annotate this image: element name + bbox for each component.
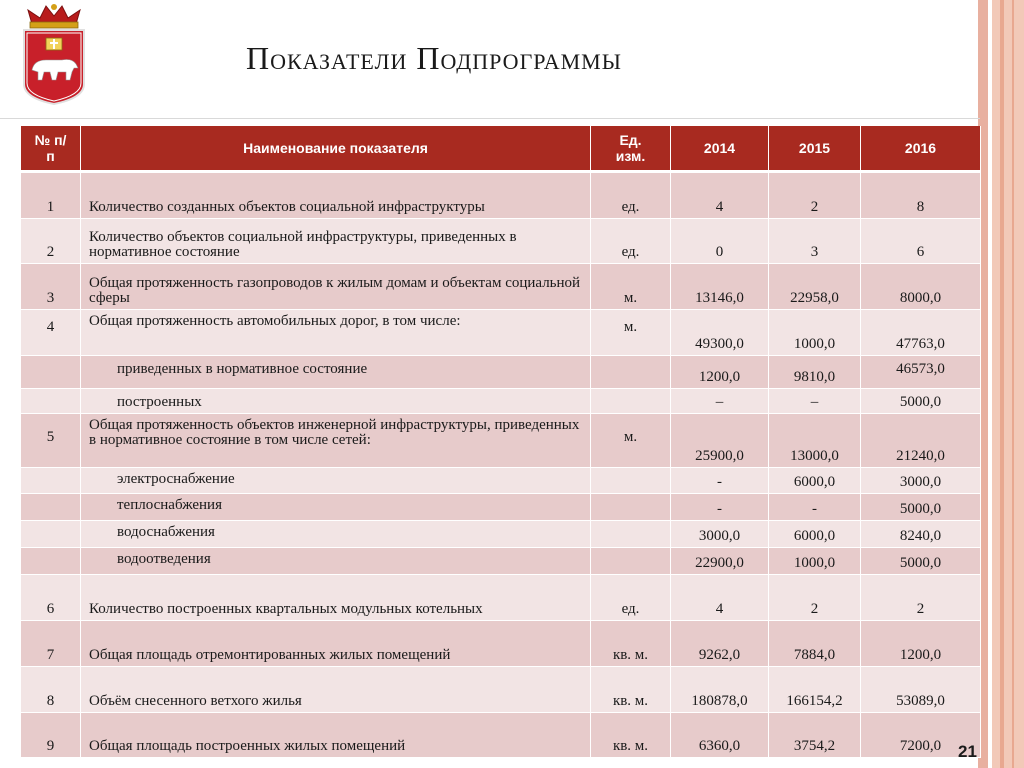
table-row <box>21 172 981 219</box>
value-2015: - <box>769 494 861 521</box>
value-2014: – <box>671 389 769 414</box>
row-number <box>21 494 81 521</box>
header-label: 2015 <box>798 140 831 156</box>
header-label: 2014 <box>703 140 736 156</box>
value-2015: 9810,0 <box>769 356 861 389</box>
table-row <box>21 356 981 389</box>
table-row <box>21 667 981 713</box>
value-2015: 13000,0 <box>769 414 861 468</box>
side-stripe <box>1012 0 1014 768</box>
row-number: 8 <box>21 667 81 713</box>
table-row <box>21 521 981 548</box>
indicator-unit: ед. <box>591 172 671 219</box>
column-header-name <box>81 126 591 172</box>
indicators-table <box>20 126 981 758</box>
value-2015: 7884,0 <box>769 621 861 667</box>
indicator-name: теплоснабжения <box>81 494 591 521</box>
indicator-name: электроснабжение <box>81 468 591 494</box>
row-number: 5 <box>21 414 81 468</box>
column-header-number <box>21 126 81 172</box>
row-number: 6 <box>21 575 81 621</box>
indicator-unit <box>591 356 671 389</box>
value-2015: 3 <box>769 219 861 264</box>
value-2014: 0 <box>671 219 769 264</box>
value-2014: 22900,0 <box>671 548 769 575</box>
value-2014: 13146,0 <box>671 264 769 310</box>
indicator-name: Общая протяженность газопроводов к жилым домам и объектам социальной сферы <box>81 264 591 310</box>
value-2016: 5000,0 <box>861 494 981 521</box>
header-label: Ед. изм. <box>615 132 646 164</box>
indicator-name: Количество объектов социальной инфраструктуры, приведенных в нормативное состояние <box>81 219 591 264</box>
table-header-row <box>21 126 981 172</box>
row-number <box>21 468 81 494</box>
value-2016: 3000,0 <box>861 468 981 494</box>
table-row <box>21 414 981 468</box>
indicator-unit <box>591 548 671 575</box>
indicator-unit: кв. м. <box>591 621 671 667</box>
indicator-unit: м. <box>591 310 671 356</box>
page-title: Показатели Подпрограммы <box>246 40 622 76</box>
coat-of-arms-icon <box>18 2 90 106</box>
value-2016: 7200,0 <box>861 713 981 758</box>
indicator-unit: ед. <box>591 575 671 621</box>
value-2016: 46573,0 <box>861 356 981 389</box>
header-label: № п/п <box>34 132 67 164</box>
row-number: 4 <box>21 310 81 356</box>
column-header-2016 <box>861 126 981 172</box>
value-2015: 2 <box>769 575 861 621</box>
indicator-unit: м. <box>591 264 671 310</box>
value-2015: 6000,0 <box>769 468 861 494</box>
value-2014: 4 <box>671 172 769 219</box>
indicator-name: приведенных в нормативное состояние <box>81 356 591 389</box>
row-number: 9 <box>21 713 81 758</box>
value-2016: 21240,0 <box>861 414 981 468</box>
value-2016: 8240,0 <box>861 521 981 548</box>
indicator-unit: ед. <box>591 219 671 264</box>
row-number: 7 <box>21 621 81 667</box>
table-row <box>21 264 981 310</box>
indicator-unit <box>591 468 671 494</box>
side-stripe <box>1000 0 1004 768</box>
row-number <box>21 521 81 548</box>
row-number <box>21 356 81 389</box>
row-number: 2 <box>21 219 81 264</box>
value-2014: 25900,0 <box>671 414 769 468</box>
value-2016: 8 <box>861 172 981 219</box>
value-2014: 1200,0 <box>671 356 769 389</box>
value-2014: 4 <box>671 575 769 621</box>
value-2015: 1000,0 <box>769 310 861 356</box>
page-number: 21 <box>958 742 977 761</box>
table-row <box>21 389 981 414</box>
value-2016: 5000,0 <box>861 548 981 575</box>
table-row <box>21 310 981 356</box>
indicator-unit <box>591 494 671 521</box>
row-number <box>21 389 81 414</box>
indicator-name: Количество построенных квартальных модульных котельных <box>81 575 591 621</box>
value-2016: 53089,0 <box>861 667 981 713</box>
value-2015: 22958,0 <box>769 264 861 310</box>
column-header-2015 <box>769 126 861 172</box>
value-2016: 1200,0 <box>861 621 981 667</box>
column-header-2014 <box>671 126 769 172</box>
indicator-unit: м. <box>591 414 671 468</box>
indicator-unit: кв. м. <box>591 713 671 758</box>
row-number: 3 <box>21 264 81 310</box>
table-row <box>21 621 981 667</box>
indicator-name: водоотведения <box>81 548 591 575</box>
value-2014: 180878,0 <box>671 667 769 713</box>
indicator-name: Количество созданных объектов социальной инфраструктуры <box>81 172 591 219</box>
table-row <box>21 575 981 621</box>
indicator-name: Общая площадь построенных жилых помещений <box>81 713 591 758</box>
value-2015: 6000,0 <box>769 521 861 548</box>
indicator-name: Общая протяженность автомобильных дорог, в том числе: <box>81 310 591 356</box>
value-2014: 6360,0 <box>671 713 769 758</box>
value-2014: 49300,0 <box>671 310 769 356</box>
value-2016: 47763,0 <box>861 310 981 356</box>
value-2015: 166154,2 <box>769 667 861 713</box>
indicator-name: построенных <box>81 389 591 414</box>
row-number: 1 <box>21 172 81 219</box>
table-row <box>21 219 981 264</box>
value-2014: - <box>671 494 769 521</box>
value-2016: 8000,0 <box>861 264 981 310</box>
indicator-unit <box>591 389 671 414</box>
table-row <box>21 494 981 521</box>
value-2016: 5000,0 <box>861 389 981 414</box>
table-row <box>21 548 981 575</box>
value-2015: 3754,2 <box>769 713 861 758</box>
indicator-name: Общая площадь отремонтированных жилых помещений <box>81 621 591 667</box>
value-2014: - <box>671 468 769 494</box>
value-2015: 2 <box>769 172 861 219</box>
value-2015: 1000,0 <box>769 548 861 575</box>
indicator-name: Объём снесенного ветхого жилья <box>81 667 591 713</box>
column-header-unit <box>591 126 671 172</box>
table-row <box>21 713 981 758</box>
indicator-unit <box>591 521 671 548</box>
value-2014: 9262,0 <box>671 621 769 667</box>
header-label: 2016 <box>904 140 937 156</box>
value-2016: 2 <box>861 575 981 621</box>
indicator-name: Общая протяженность объектов инженерной инфраструктуры, приведенных в нормативное состояние в том числе сетей: <box>81 414 591 468</box>
indicator-name: водоснабжения <box>81 521 591 548</box>
row-number <box>21 548 81 575</box>
value-2016: 6 <box>861 219 981 264</box>
header-divider <box>0 118 980 119</box>
side-stripe <box>992 0 1024 768</box>
value-2015: – <box>769 389 861 414</box>
table-row <box>21 468 981 494</box>
header-label: Наименование показателя <box>243 140 428 156</box>
indicator-unit: кв. м. <box>591 667 671 713</box>
value-2014: 3000,0 <box>671 521 769 548</box>
